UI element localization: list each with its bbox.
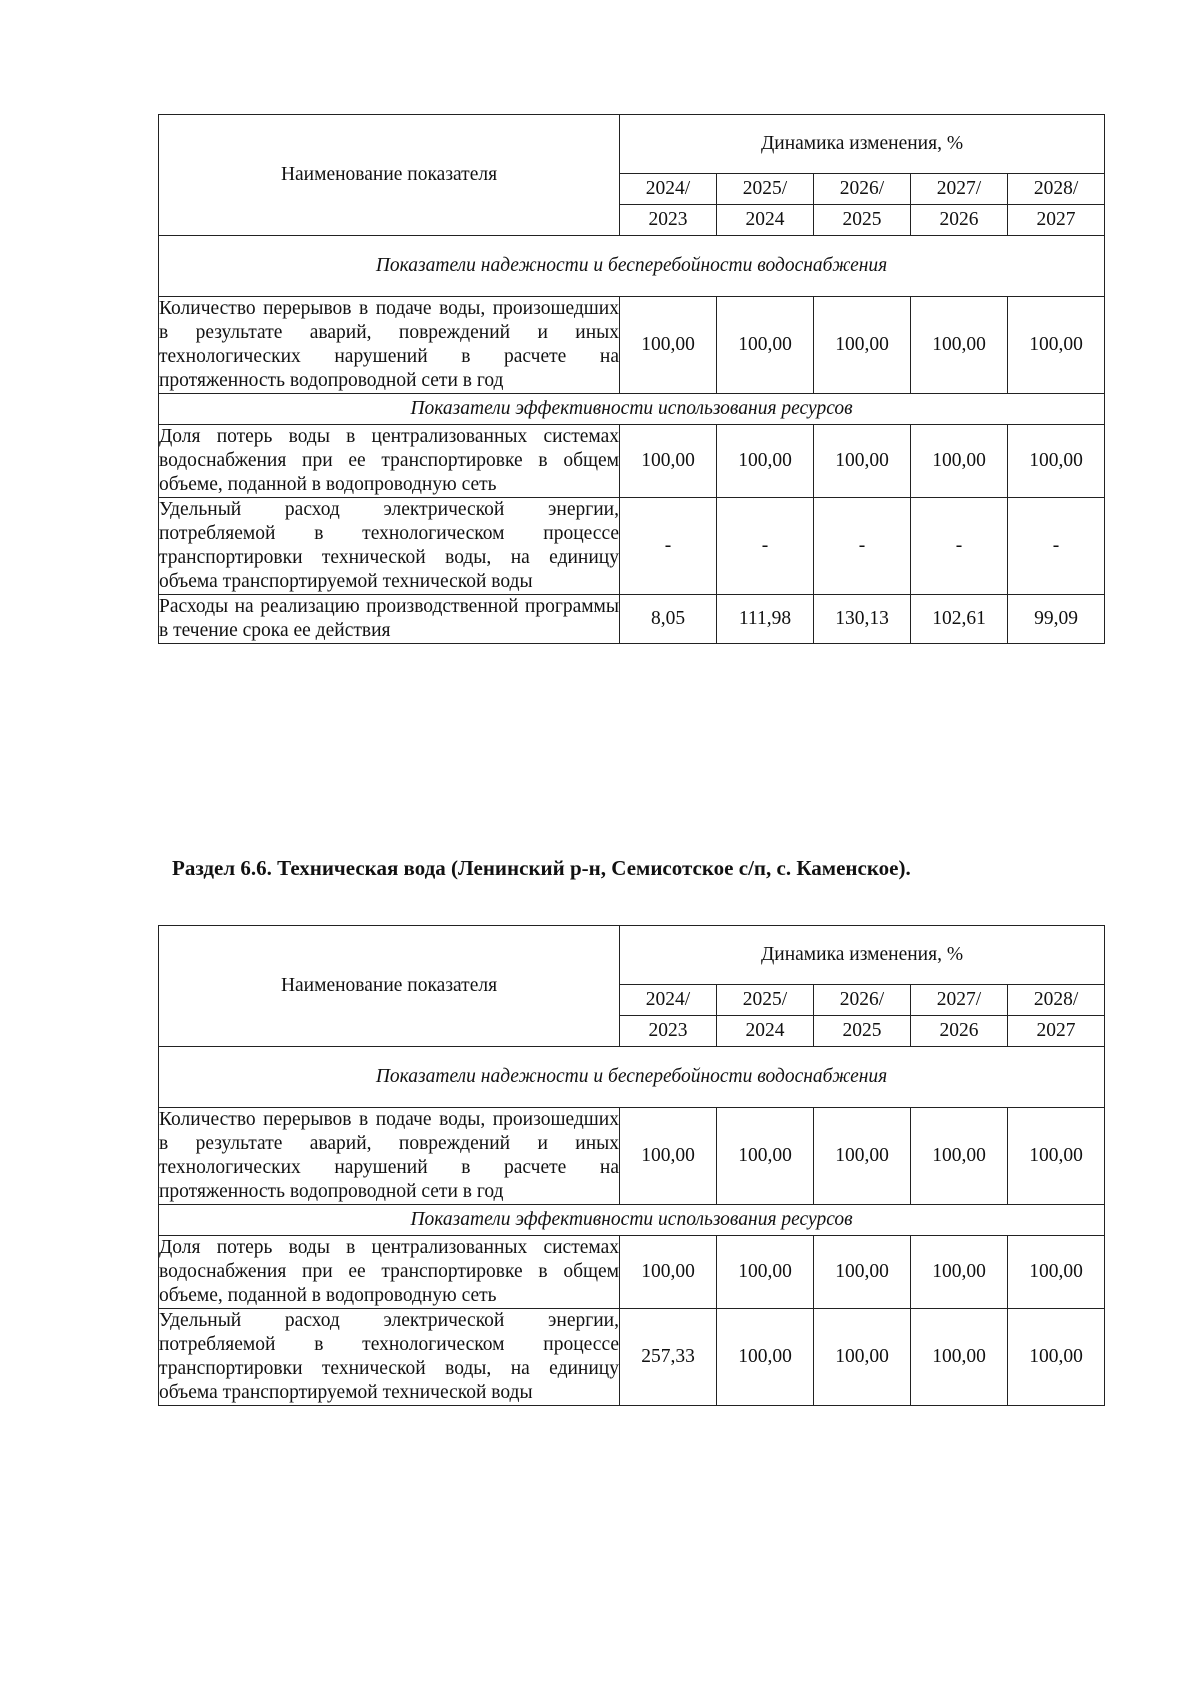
indicator-name: Удельный расход электрической энергии, потребляемой в технологическом процессе транспортировки технической воды, на единицу объема транспортируемой технической воды (159, 498, 620, 595)
table-header-row (159, 115, 1105, 174)
indicator-name: Количество перерывов в подаче воды, произошедших в результате аварий, повреждений и иных технологических нарушений в расчете на протяженность водопроводной сети в год (159, 1108, 620, 1205)
indicator-value: 100,00 (814, 1236, 911, 1309)
indicator-value: 100,00 (717, 425, 814, 498)
section-title-efficiency: Показатели эффективности использования ресурсов (159, 1205, 1105, 1236)
year-top: 2027/ (911, 174, 1008, 205)
indicator-value: - (814, 498, 911, 595)
section-row (159, 236, 1105, 297)
year-top: 2024/ (620, 174, 717, 205)
year-bottom: 2026 (911, 205, 1008, 236)
indicator-name: Доля потерь воды в централизованных системах водоснабжения при ее транспортировке в общем объеме, поданной в водопроводную сеть (159, 1236, 620, 1309)
year-bottom: 2023 (620, 205, 717, 236)
year-bottom: 2027 (1008, 205, 1105, 236)
indicator-value: 100,00 (1008, 1236, 1105, 1309)
indicator-value: 100,00 (911, 297, 1008, 394)
indicator-value: - (620, 498, 717, 595)
indicators-table-2 (158, 925, 1105, 1406)
indicator-value: - (911, 498, 1008, 595)
indicator-value: 100,00 (911, 1108, 1008, 1205)
year-bottom: 2025 (814, 1016, 911, 1047)
table-header-row (159, 926, 1105, 985)
section-title-reliability: Показатели надежности и бесперебойности водоснабжения (159, 1047, 1105, 1108)
indicator-value: 8,05 (620, 595, 717, 644)
year-bottom: 2025 (814, 205, 911, 236)
indicator-value: 100,00 (620, 1108, 717, 1205)
indicator-value: 100,00 (814, 1309, 911, 1406)
indicator-value: 100,00 (1008, 1309, 1105, 1406)
indicator-name: Доля потерь воды в централизованных системах водоснабжения при ее транспортировке в общем объеме, поданной в водопроводную сеть (159, 425, 620, 498)
indicator-value: - (1008, 498, 1105, 595)
indicator-value: 100,00 (1008, 1108, 1105, 1205)
indicator-value: 100,00 (620, 1236, 717, 1309)
indicator-value: - (717, 498, 814, 595)
table-row (159, 1309, 1105, 1406)
year-top: 2028/ (1008, 985, 1105, 1016)
indicator-value: 100,00 (717, 297, 814, 394)
year-top: 2028/ (1008, 174, 1105, 205)
indicator-value: 100,00 (814, 425, 911, 498)
indicator-value: 100,00 (911, 1236, 1008, 1309)
header-indicator-name: Наименование показателя (159, 926, 620, 1047)
section-title-efficiency: Показатели эффективности использования ресурсов (159, 394, 1105, 425)
indicator-value: 130,13 (814, 595, 911, 644)
year-bottom: 2023 (620, 1016, 717, 1047)
year-top: 2025/ (717, 174, 814, 205)
year-top: 2026/ (814, 985, 911, 1016)
indicator-value: 257,33 (620, 1309, 717, 1406)
indicator-value: 100,00 (620, 425, 717, 498)
section-heading: Раздел 6.6. Техническая вода (Ленинский р-н, Семисотское с/п, с. Каменское). (172, 856, 911, 880)
indicator-name: Удельный расход электрической энергии, потребляемой в технологическом процессе транспортировки технической воды, на единицу объема транспортируемой технической воды (159, 1309, 620, 1406)
indicator-value: 100,00 (717, 1309, 814, 1406)
indicator-name: Количество перерывов в подаче воды, произошедших в результате аварий, повреждений и иных технологических нарушений в расчете на протяженность водопроводной сети в год (159, 297, 620, 394)
indicator-value: 100,00 (911, 1309, 1008, 1406)
year-bottom: 2026 (911, 1016, 1008, 1047)
indicator-value: 100,00 (620, 297, 717, 394)
section-title-reliability: Показатели надежности и бесперебойности водоснабжения (159, 236, 1105, 297)
year-top: 2027/ (911, 985, 1008, 1016)
table-row (159, 297, 1105, 394)
indicators-table-1 (158, 114, 1105, 644)
indicator-value: 100,00 (814, 297, 911, 394)
indicator-value: 102,61 (911, 595, 1008, 644)
indicator-value: 100,00 (1008, 425, 1105, 498)
table-row (159, 425, 1105, 498)
year-top: 2026/ (814, 174, 911, 205)
indicator-value: 100,00 (1008, 297, 1105, 394)
indicator-value: 99,09 (1008, 595, 1105, 644)
table-row (159, 595, 1105, 644)
year-top: 2025/ (717, 985, 814, 1016)
header-dynamics: Динамика изменения, % (620, 926, 1105, 985)
indicator-value: 111,98 (717, 595, 814, 644)
year-bottom: 2027 (1008, 1016, 1105, 1047)
year-bottom: 2024 (717, 205, 814, 236)
indicator-name: Расходы на реализацию производственной программы в течение срока ее действия (159, 595, 620, 644)
header-dynamics: Динамика изменения, % (620, 115, 1105, 174)
year-bottom: 2024 (717, 1016, 814, 1047)
table-row (159, 1108, 1105, 1205)
section-row (159, 1047, 1105, 1108)
year-top: 2024/ (620, 985, 717, 1016)
indicator-value: 100,00 (717, 1108, 814, 1205)
table-row (159, 1236, 1105, 1309)
table-row (159, 498, 1105, 595)
indicator-value: 100,00 (717, 1236, 814, 1309)
indicator-value: 100,00 (911, 425, 1008, 498)
indicator-value: 100,00 (814, 1108, 911, 1205)
section-row (159, 394, 1105, 425)
section-row (159, 1205, 1105, 1236)
header-indicator-name: Наименование показателя (159, 115, 620, 236)
